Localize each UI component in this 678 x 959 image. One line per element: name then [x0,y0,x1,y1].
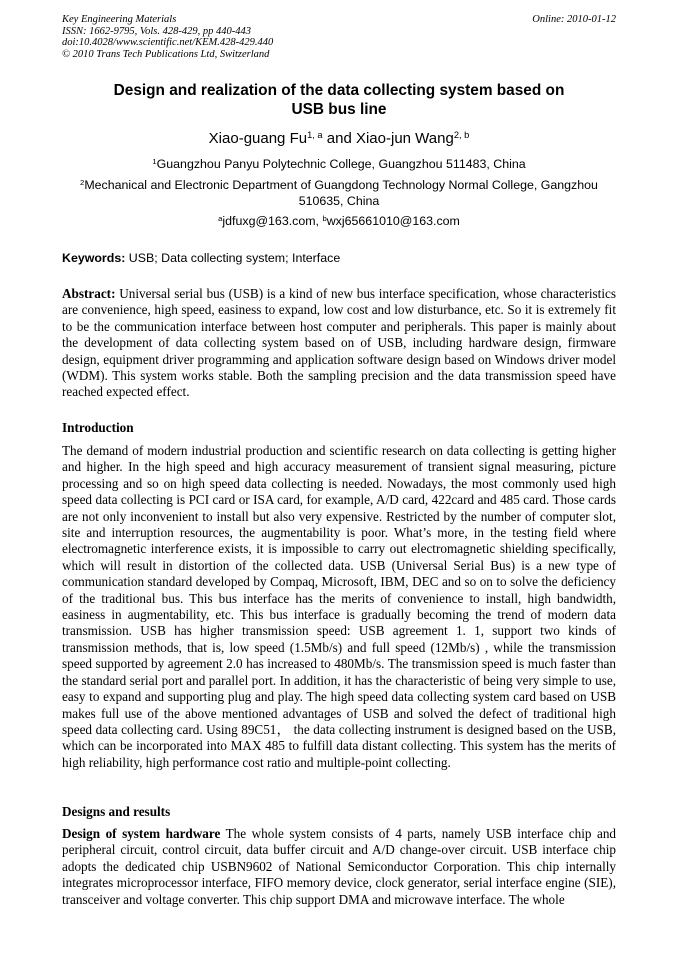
doi-line: doi:10.4028/www.scientific.net/KEM.428-429.440 [62,37,274,49]
affiliation-1 [62,156,616,172]
affiliation-1-text: Guangzhou Panyu Polytechnic College, Guangzhou 511483, China [156,157,526,171]
abstract [62,286,616,401]
author-line [62,130,616,148]
email-b: wxj65661010@163.com [326,214,460,228]
author-2-sup: 2, b [453,129,470,140]
title-line-1: Design and realization of the data collecting system based on [113,82,565,99]
affiliation-2-text: Mechanical and Electronic Department of Guangdong Technology Normal College, Gangzhou 510635, China [84,178,598,208]
author-2-name: Xiao-jun Wang [355,130,454,147]
affiliation-1-sup: 1 [152,156,157,166]
affiliation-2-sup: 2 [80,177,85,187]
author-1-name: Xiao-guang Fu [208,130,308,147]
journal-name: Key Engineering Materials [62,14,177,25]
abstract-label: Abstract: [62,286,116,301]
journal-header [62,14,616,60]
keywords [62,250,616,266]
email-a-sup: a [218,213,223,223]
author-conjunction: and [322,130,356,147]
email-b-sup: b [322,213,327,223]
keywords-label: Keywords: [62,251,126,265]
keywords-text: USB; Data collecting system; Interface [125,251,341,265]
abstract-text: Universal serial bus (USB) is a kind of new bus interface specification, whose characteristics are convenience, high speed, easiness to expand, low cost and low disturbance, etc. So it is extremely fit to be the communication interface between host computer and peripherals. This paper is mainly about the development of data collecting system based on of USB, including hardware design, firmware design, equipment driver programming and application software design based on Windows driver model (WDM). This system works stable. Both the sampling precision and the data transmission speed have reached expected effect. [62,286,616,400]
issn-line: ISSN: 1662-9795, Vols. 428-429, pp 440-443 [62,25,251,37]
email-a: jdfuxg@163.com, [222,214,323,228]
copyright-line: © 2010 Trans Tech Publications Ltd, Switzerland [62,48,270,60]
hardware-design-text: The whole system consists of 4 parts, namely USB interface chip and peripheral circuit, control circuit, data buffer circuit and A/D change-over circuit. USB interface chip adopts the dedicated chip USBN9602 of National Semiconductor Corporation. This chip internally integrates microprocessor interface, FIFO memory device, clock generator, serial interface engine (SIE), transceiver and voltage converter. This chip support DMA and microwave interface. The whole [62,826,617,907]
title-line-2: USB bus line [291,101,387,118]
online-date: Online: 2010-01-12 [532,14,616,25]
hardware-design-paragraph [62,826,616,908]
introduction-text: The demand of modern industrial production and scientific research on data collecting is getting higher and higher. In the high speed and high accuracy measurement of transient signal measuring, picture processing and so on high speed data collecting is needed. Nowadays, the most commonly used high speed data collecting is PCI card or ISA card, for example, A/D card, 422card and 485 card. Those cards are not only inconvenient to install but also very expensive. Restricted by the number of computer slot, site and interruption resources, the augmentability is poor. What’s more, in the testing field where electromagnetic interference exists, it is impossible to carry out electromagnetic shielding specifically, which will result in distortion of the collected data. USB (Universal Serial Bus) is a new type of communication standard developed by Compaq, Microsoft, IBM, DEC and so on to solve the deficiency of the traditional bus. This bus interface has the merits of convenience to install, high bandwidth, easiness in augmentability, etc. This bus interface is gradually becoming the trend of modern data transmission. USB has higher transmission speed: USB agreement 1. 1, support two kinds of transmission methods, that is, low speed (1.5Mb/s) and full speed (12Mb/s) , while the transmission speed supported by agreement 2.0 has increased to 480Mb/s. The transmission speed is much faster than the standard serial port and parallel port. In addition, it has the characteristic of being very simple to use, easy to expand and supporting plug and play. The high speed data collecting system card based on USB makes full use of the above mentioned advantages of USB and solved the defect of traditional high speed data collecting card. Using 89C51， the data collecting instrument is designed based on the USB, which can be incorporated into MAX 485 to fulfill data distant collecting. This system has the merits of high reliability, high performance cost ratio and multiple-point collecting. [62,443,616,770]
affiliation-2 [62,177,616,209]
paper-title [62,81,616,119]
hardware-design-label: Design of system hardware [62,826,221,841]
introduction-heading: Introduction [62,420,134,435]
designs-heading: Designs and results [62,804,171,819]
author-emails [62,213,616,229]
author-1-sup: 1, a [307,129,323,140]
